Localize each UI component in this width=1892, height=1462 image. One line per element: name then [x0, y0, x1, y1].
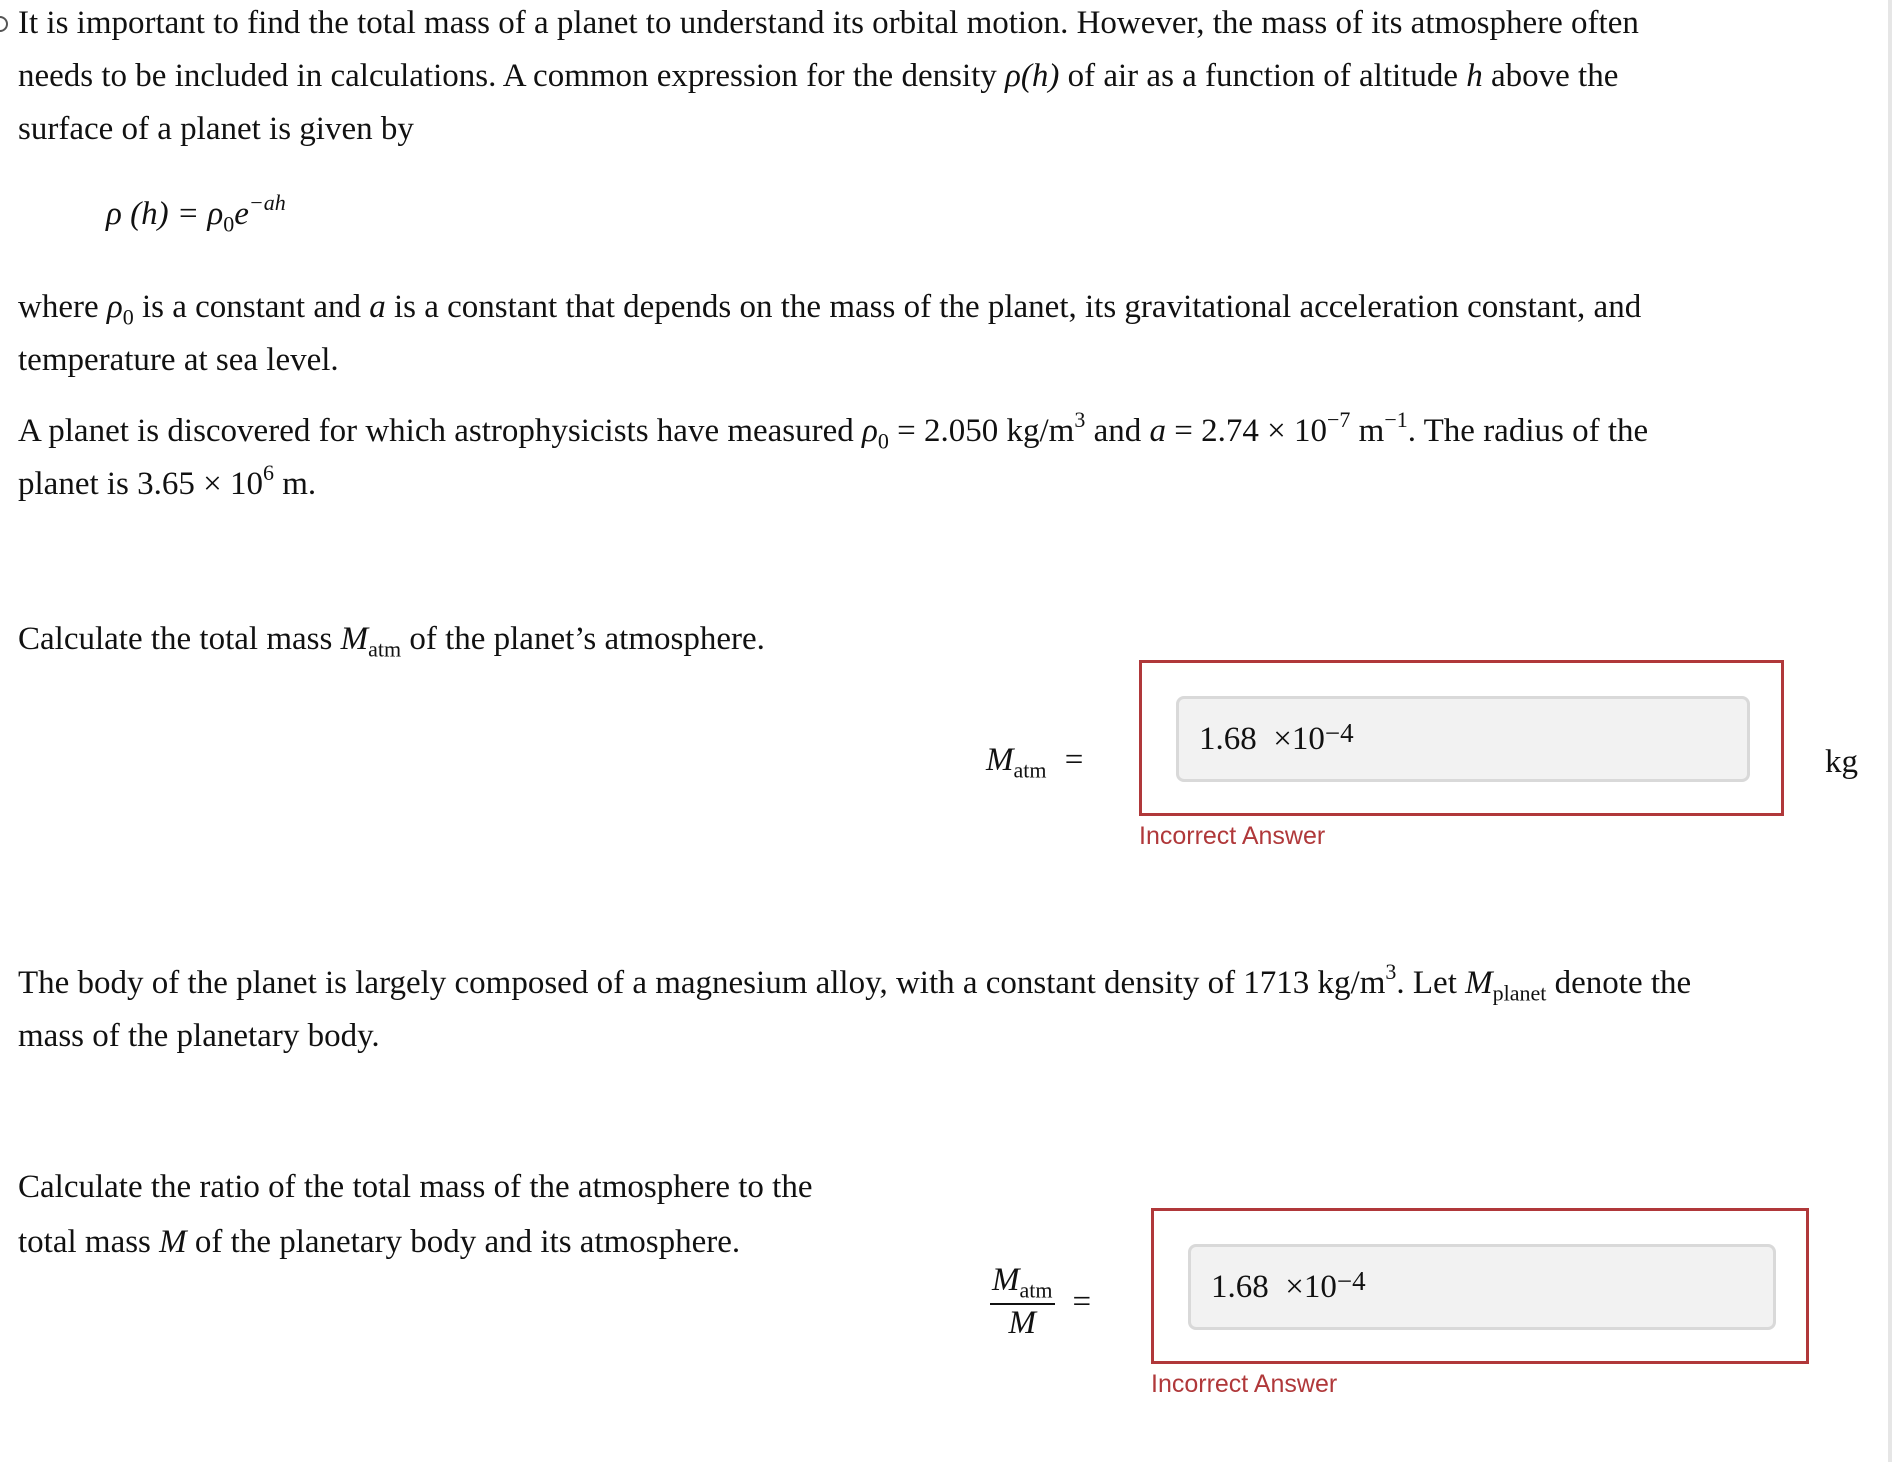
density-formula: ρ $(h) = \rho_0e^{-ah}$	[106, 190, 286, 237]
unit-kg: kg	[1825, 744, 1858, 780]
scrollbar[interactable]	[1888, 0, 1892, 1462]
ratio-fraction: $\frac{M_{atm}}{M}$	[992, 1262, 1053, 1341]
question2-label: $\frac{M_{atm}}{M}$ =	[992, 1262, 1092, 1341]
answer1-input[interactable]: 1.68 ×10 $^{-4}$	[1176, 696, 1750, 782]
question1-prompt: Calculate the total mass $M_{atm}$ of the planet’s atmosphere.	[18, 621, 765, 662]
incorrect-feedback-1: Incorrect Answer	[1139, 822, 1326, 850]
intro-paragraph: It is important to find the total mass of a planet to understand its orbital motion. However, the mass of its atmosphere often needs to be included in calculations. A common expression for the density ρ(h) of air as a function of altitude h above the surface of a planet is given by	[18, 5, 1639, 147]
answer2-box	[1151, 1208, 1809, 1364]
incorrect-feedback-2: Incorrect Answer	[1151, 1370, 1338, 1398]
answer2-input[interactable]: 1.68 ×10 $^{-4}$	[1188, 1244, 1776, 1330]
question2-prompt: Calculate the ratio of the total mass of the atmosphere to the total mass M of the planetary body and its atmosphere.	[18, 1169, 813, 1260]
answer1-box	[1139, 660, 1784, 816]
body-paragraph: The body of the planet is largely composed of a magnesium alloy, with a constant density of 1713 $kg/m^3$. Let $M_{planet}$ denote the mass of the planetary body.	[18, 959, 1692, 1054]
question1-label: $M_{atm}$ =	[986, 742, 1084, 783]
where-paragraph: where $\rho_0$ is a constant and a is a constant that depends on the mass of the planet, its gravitational acceleration constant, and temperature at sea level.	[18, 289, 1642, 378]
bullet-icon	[0, 16, 8, 32]
given-paragraph: A planet is discovered for which astrophysicists have measured $\rho_0 = 2.050$ $kg/m^3$ and $a = 2.74 \times 10^{-7}$ $m^{-1}$. The radius of the planet is $3.65 \times 10^6$ m.	[18, 407, 1649, 502]
